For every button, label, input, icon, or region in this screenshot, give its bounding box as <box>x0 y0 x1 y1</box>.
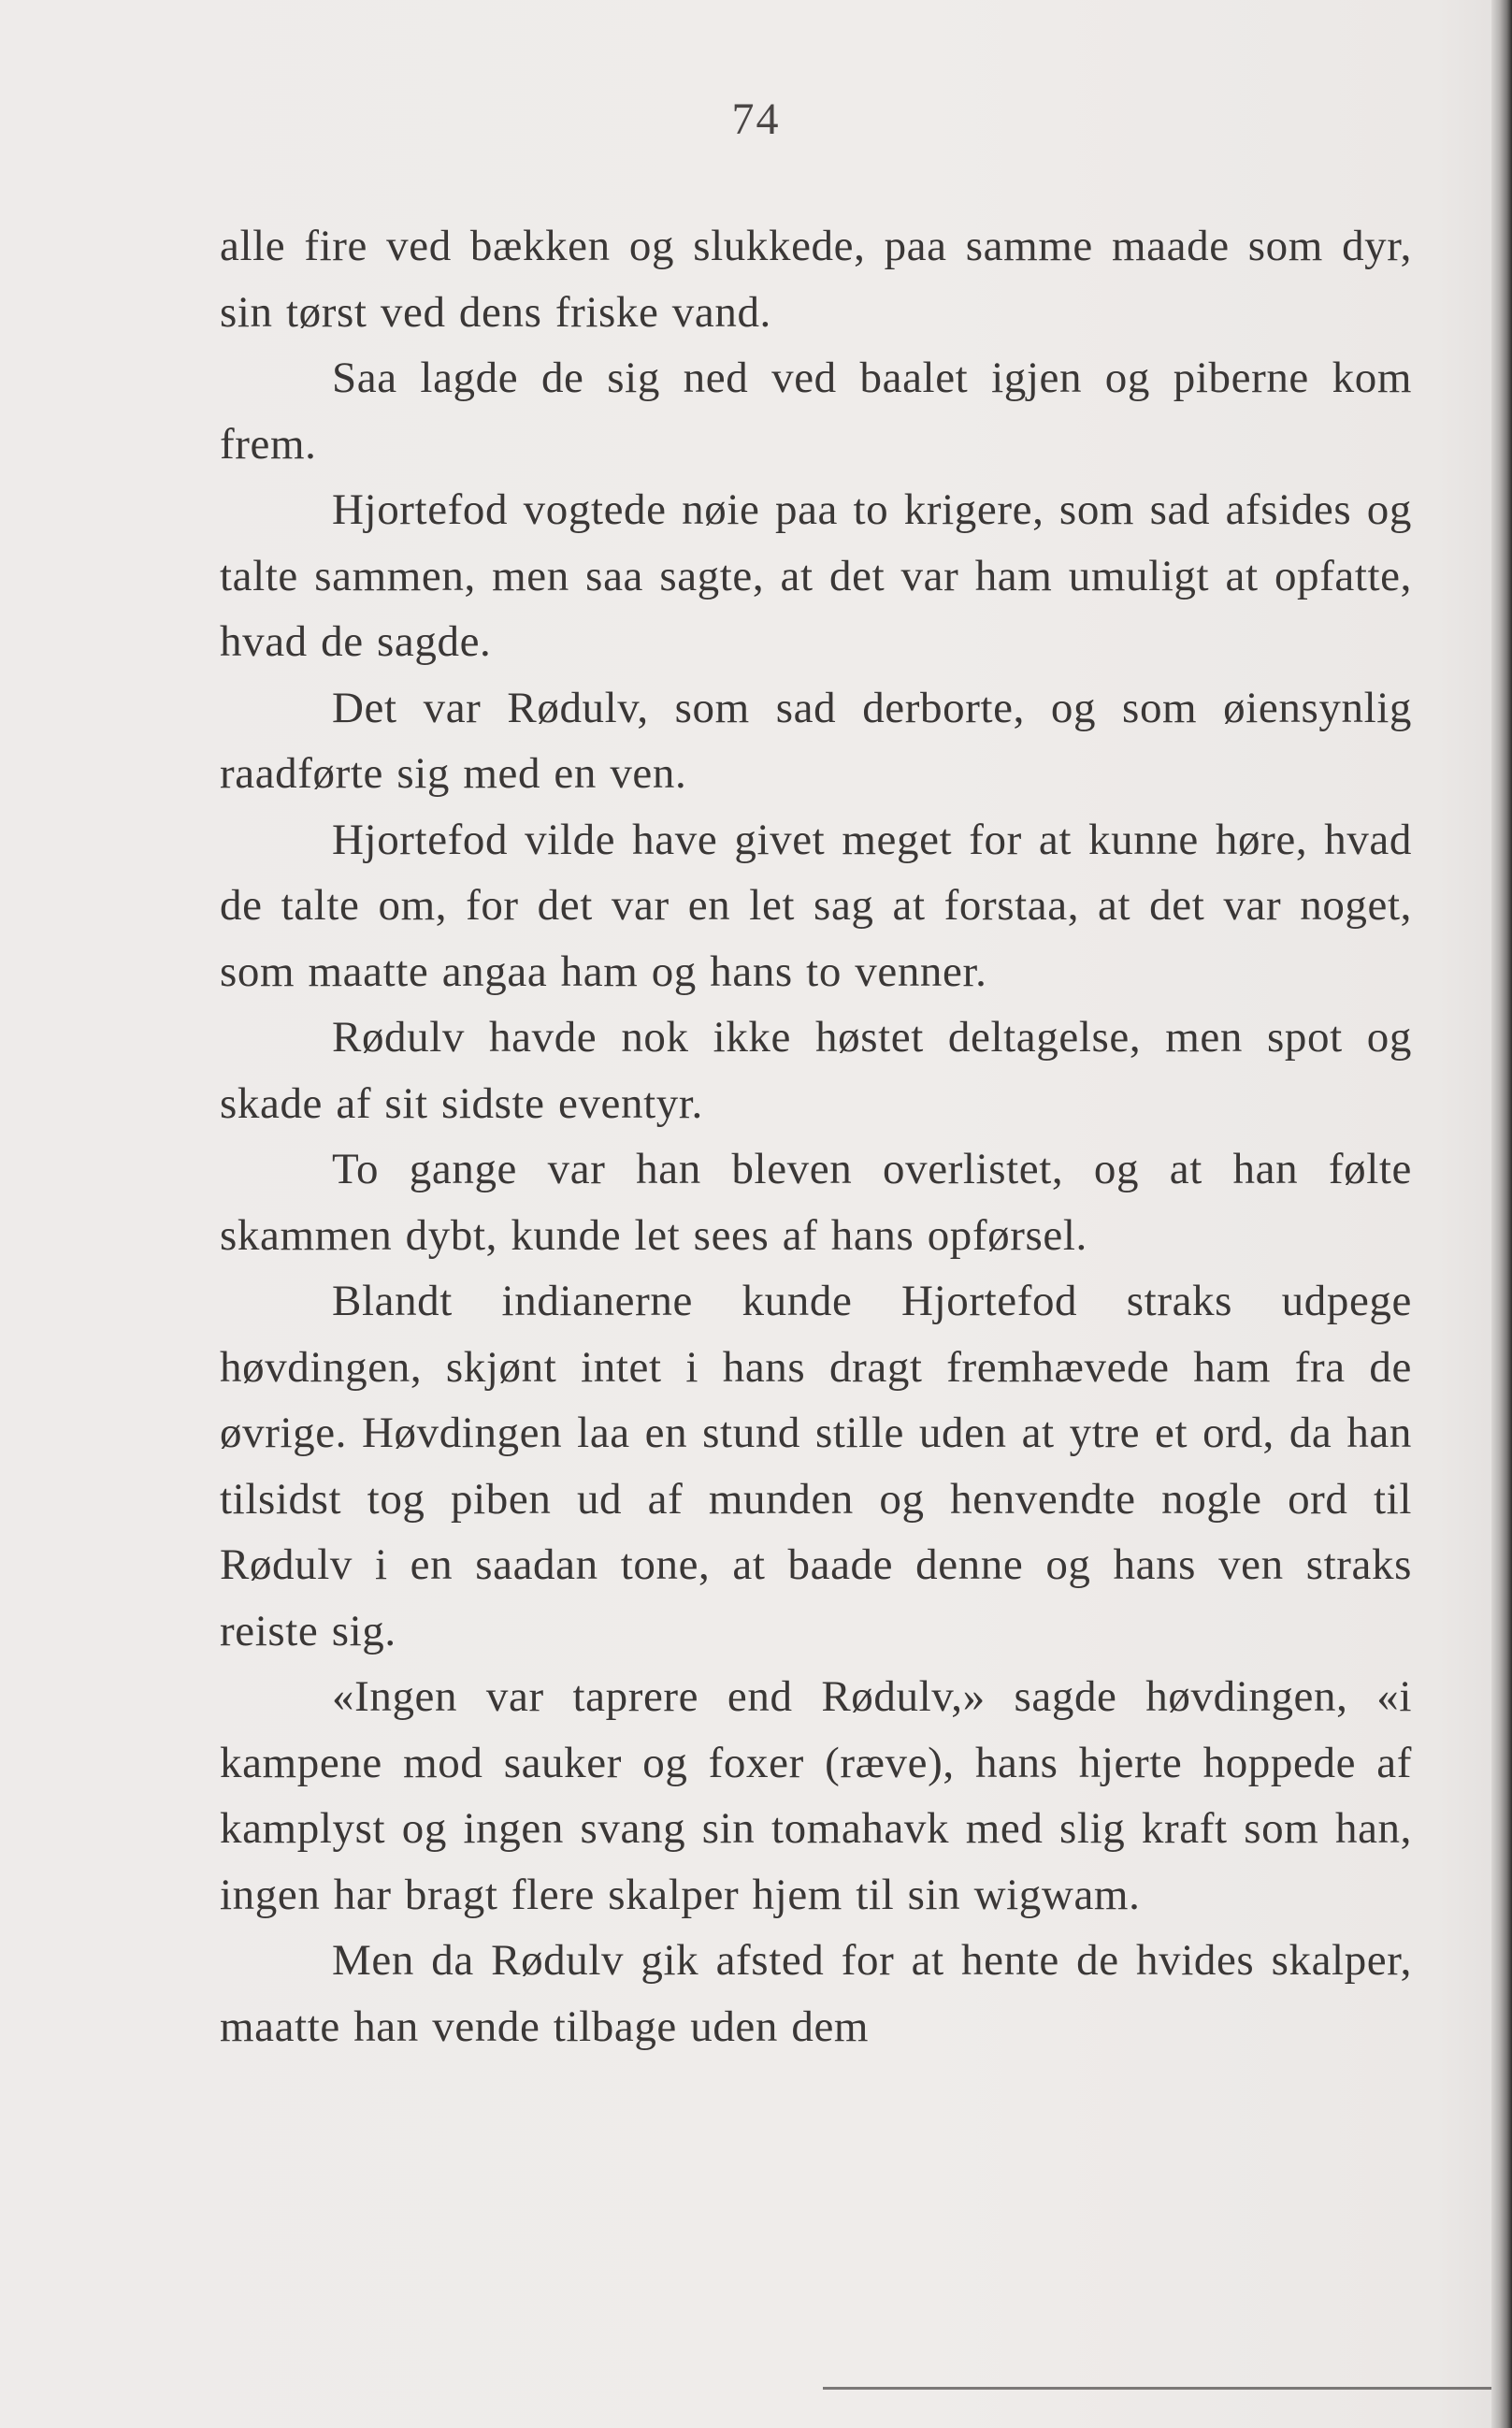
paragraph-5: Hjortefod vilde have givet meget for at kunne høre, hvad de talte om, for det var en let sag at forstaa, at det var noget, som maatte angaa ham og hans to venner. <box>220 815 1412 996</box>
paragraph-9: «Ingen var taprere end Rødulv,» sagde høvdingen, «i kampene mod sauker og foxer (ræve), hans hjerte hoppede af kamplyst og ingen svang sin tomahavk med slig kraft som han, ingen har bragt flere skalper hjem til sin wigwam. <box>220 1672 1412 1919</box>
paragraph-3: Hjortefod vogtede nøie paa to krigere, som sad afsides og talte sammen, men saa sagte, at det var ham umuligt at opfatte, hvad de sagde. <box>220 485 1412 666</box>
paragraph-7: To gange var han bleven overlistet, og at han følte skammen dybt, kunde let sees af hans opførsel. <box>220 1145 1412 1260</box>
page-spine-edge <box>1491 0 1512 2428</box>
paragraph-6: Rødulv havde nok ikke høstet deltagelse, men spot og skade af sit sidste eventyr. <box>220 1013 1412 1128</box>
paragraph-4: Det var Rødulv, som sad derborte, og som øiensynlig raadførte sig med en ven. <box>220 683 1412 798</box>
body-text <box>220 213 1412 2059</box>
paragraph-1: alle fire ved bækken og slukkede, paa samme maade som dyr, sin tørst ved dens friske vand. <box>220 222 1412 337</box>
paragraph-10: Men da Rødulv gik afsted for at hente de hvides skalper, maatte han vende tilbage uden dem <box>220 1936 1412 2051</box>
page-number: 74 <box>731 94 781 144</box>
paragraph-2: Saa lagde de sig ned ved baalet igjen og piberne kom frem. <box>220 354 1412 469</box>
bottom-rule <box>823 2387 1496 2390</box>
paragraph-8: Blandt indianerne kunde Hjortefod straks udpege høvdingen, skjønt intet i hans dragt fremhævede ham fra de øvrige. Høvdingen laa en stund stille uden at ytre et ord, da han tilsidst tog piben ud af munden og henvendte nogle ord til Rødulv i en saadan tone, at baade denne og hans ven straks reiste sig. <box>220 1277 1412 1655</box>
